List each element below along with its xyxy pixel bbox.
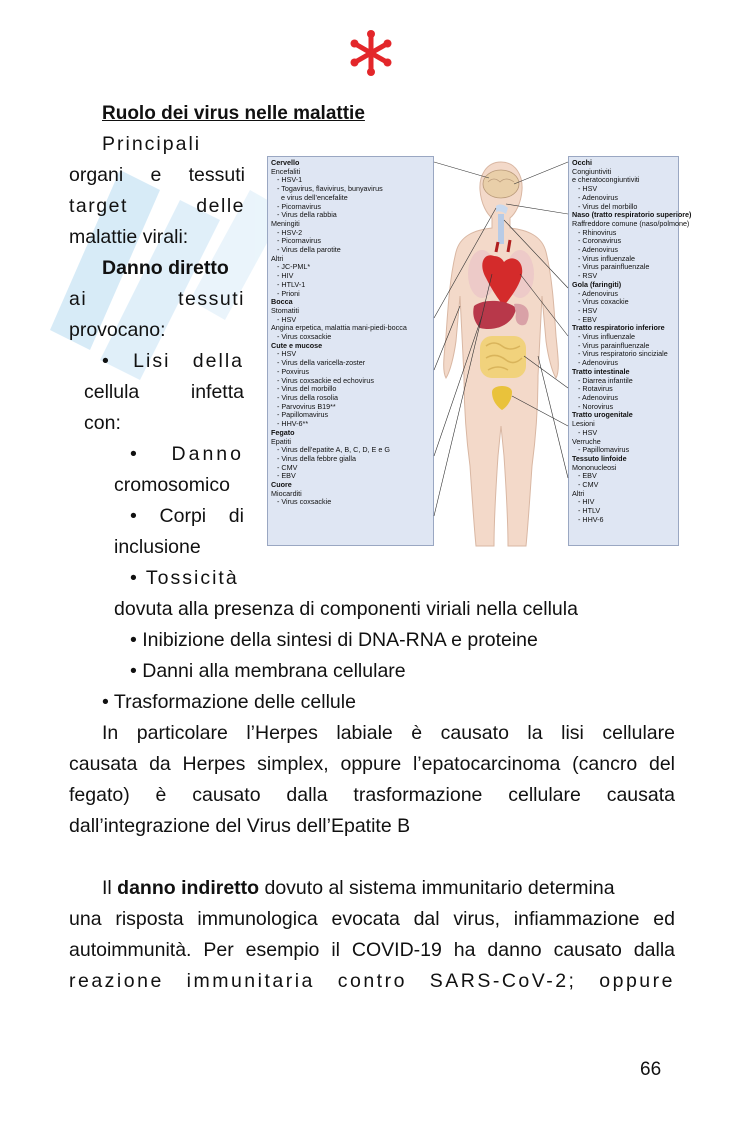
right-entry: - EBV [578, 314, 597, 324]
right-entry: - Virus influenzale [578, 253, 635, 263]
right-entry: - HTLV [578, 506, 601, 516]
left-entry: Cervello [271, 158, 300, 167]
lisi-line-3: con: [84, 412, 121, 434]
direct-damage-line-2: provocano: [69, 319, 166, 341]
herpes-line-2: causata da Herpes simplex, oppure l’epatocarcinoma (cancro del [69, 753, 675, 775]
right-entry: - Rotavirus [578, 384, 613, 394]
left-entry: Fegato [271, 427, 295, 437]
left-entry: - HSV-1 [277, 175, 303, 185]
right-entry: Tratto respiratorio inferiore [572, 323, 665, 333]
right-entry: - Adenovirus [578, 392, 618, 402]
left-entry: Bocca [271, 297, 293, 307]
right-entry: - Rhinovirus [578, 227, 617, 237]
left-entry: - Virus dell’epatite A, B, C, D, E e G [277, 445, 390, 455]
figure-right-panel [568, 156, 692, 546]
left-entry: - Picornavirus [277, 236, 321, 246]
inibizione-line: • Inibizione della sintesi di DNA-RNA e proteine [130, 629, 538, 651]
left-entry: Cuore [271, 480, 292, 490]
left-entry: - Picornavirus [277, 201, 321, 211]
danno-line-2: cromosomico [114, 474, 230, 496]
left-entry: - HTLV-1 [277, 279, 306, 289]
tossicita-line-2: dovuta alla presenza di componenti viriali nella cellula [114, 598, 578, 620]
tossicita-line-1: • Tossicità [130, 567, 239, 589]
right-entry: Lesioni [572, 419, 595, 429]
right-entry: - HSV [578, 305, 598, 315]
left-entry: Miocarditi [271, 488, 302, 498]
right-entry: - CMV [578, 480, 599, 490]
left-entry: - Virus coxsackie ed echovirus [277, 375, 374, 385]
right-entry: Raffreddore comune (naso/polmone) [572, 218, 690, 228]
left-entry: - JC-PML* [277, 262, 311, 272]
right-entry: Gola (faringiti) [572, 279, 622, 289]
left-entry: - Virus della rabbia [277, 210, 337, 220]
right-entry: Congiuntiviti [572, 166, 612, 176]
right-entry: Naso (tratto respiratorio superiore) [572, 210, 692, 220]
left-entry: - Papillomavirus [277, 410, 329, 420]
right-entry: - Adenovirus [578, 358, 618, 368]
corpi-line-1: • Corpi di [130, 505, 244, 527]
left-entry: - Prioni [277, 288, 300, 298]
left-entry: - Virus del morbillo [277, 384, 337, 394]
left-entry: Encefaliti [271, 166, 301, 176]
right-entry: - HSV [578, 427, 598, 437]
left-entry: - Virus della varicella-zoster [277, 358, 366, 368]
left-entry: Meningiti [271, 218, 300, 228]
left-entry: - HSV [277, 349, 297, 359]
right-entry: - RSV [578, 271, 598, 281]
left-entry: - Virus della parotite [277, 245, 341, 255]
left-entry: Cute e mucose [271, 340, 323, 350]
right-entry: - Virus parainfluenzale [578, 340, 650, 350]
intro-line-4: malattie virali: [69, 226, 189, 248]
indirect-suffix: dovuto al sistema immunitario determina [259, 877, 615, 899]
left-entry: - Poxvirus [277, 366, 309, 376]
left-entry: Angina erpetica, malattia mani-piedi-bocca [271, 323, 407, 333]
section-title: Ruolo dei virus nelle malattie [102, 103, 365, 124]
left-entry: - HSV [277, 314, 297, 324]
indirect-bold: danno indiretto [117, 877, 260, 899]
right-entry: - Virus coxackie [578, 297, 629, 307]
lisi-line-2: cellula infetta [84, 381, 244, 403]
right-entry: - HHV-6 [578, 514, 604, 524]
left-entry: - Virus coxsackie [277, 497, 332, 507]
right-entry: Altri [572, 488, 585, 498]
right-entry: - Adenovirus [578, 192, 618, 202]
indirect-line-4: reazione immunitaria contro SARS-CoV-2; oppure [69, 970, 675, 992]
right-entry: - Diarrea infantile [578, 375, 633, 385]
right-entry: Tratto intestinale [572, 366, 630, 376]
right-entry: - Norovirus [578, 401, 614, 411]
right-entry: - HIV [578, 497, 595, 507]
intro-line-1: Principali [102, 133, 202, 155]
right-entry: - Virus influenzale [578, 332, 635, 342]
herpes-line-1: In particolare l’Herpes labiale è causato la lisi cellulare [102, 722, 675, 744]
left-entry: e virus dell’encefalite [281, 192, 348, 202]
direct-damage-label: Danno diretto [102, 257, 229, 279]
indirect-prefix: Il [102, 877, 118, 899]
corpi-line-2: inclusione [114, 536, 201, 558]
trasformazione-line: • Trasformazione delle cellule [102, 691, 356, 713]
right-entry: e cheratocongiuntiviti [572, 175, 640, 185]
right-entry: Mononucleosi [572, 462, 617, 472]
asterisk-icon [348, 30, 394, 76]
human-body-illustration [434, 156, 568, 546]
virus-target-figure [267, 156, 692, 546]
right-entry: Occhi [572, 158, 592, 167]
herpes-line-3: fegato) è causato dalla trasformazione cellulare causata [69, 784, 675, 806]
danno-line-1: • Danno [130, 443, 244, 465]
right-entry: - Coronavirus [578, 236, 622, 246]
indirect-line-3: autoimmunità. Per esempio il COVID-19 ha danno causato dalla [69, 939, 675, 961]
left-entry: Stomatiti [271, 305, 299, 315]
right-entry: - Virus parainfluenzale [578, 262, 650, 272]
herpes-line-4: dall’integrazione del Virus dell’Epatite B [69, 815, 411, 837]
right-entry: Verruche [572, 436, 601, 446]
left-entry: - Togavirus, flavivirus, bunyavirus [277, 184, 383, 194]
right-entry: - Adenovirus [578, 245, 618, 255]
left-entry: - CMV [277, 462, 298, 472]
figure-left-panel [267, 156, 434, 546]
right-entry: - Virus respiratorio sinciziale [578, 349, 668, 359]
left-entry: - Virus della rosolia [277, 392, 338, 402]
danni-membrana-line: • Danni alla membrana cellulare [130, 660, 406, 682]
left-entry: Altri [271, 253, 284, 263]
right-entry: Tratto urogenitale [572, 410, 633, 420]
left-entry: - Virus della febbre gialla [277, 453, 356, 463]
right-entry: Tessuto linfoide [572, 453, 627, 463]
direct-damage-line-1: ai tessuti [69, 288, 245, 310]
indirect-line-2: una risposta immunologica evocata dal virus, infiammazione ed [69, 908, 675, 930]
left-entry: - HIV [277, 271, 294, 281]
page-number: 66 [640, 1059, 662, 1080]
right-entry: - Papillomavirus [578, 445, 630, 455]
intro-line-2: organi e tessuti [69, 164, 245, 186]
left-entry: - Parvovirus B19** [277, 401, 336, 411]
left-entry: Epatiti [271, 436, 291, 446]
indirect-line-1 [102, 873, 615, 904]
left-entry: - HSV-2 [277, 227, 303, 237]
right-entry: - HSV [578, 184, 598, 194]
left-entry: - HHV-6** [277, 419, 309, 429]
intro-line-3: target delle [69, 195, 245, 217]
left-entry: - Virus coxsackie [277, 332, 332, 342]
left-entry: - EBV [277, 471, 296, 481]
right-entry: - Virus del morbillo [578, 201, 638, 211]
right-entry: - EBV [578, 471, 597, 481]
lisi-line-1: • Lisi della [102, 350, 244, 372]
right-entry: - Adenovirus [578, 288, 618, 298]
